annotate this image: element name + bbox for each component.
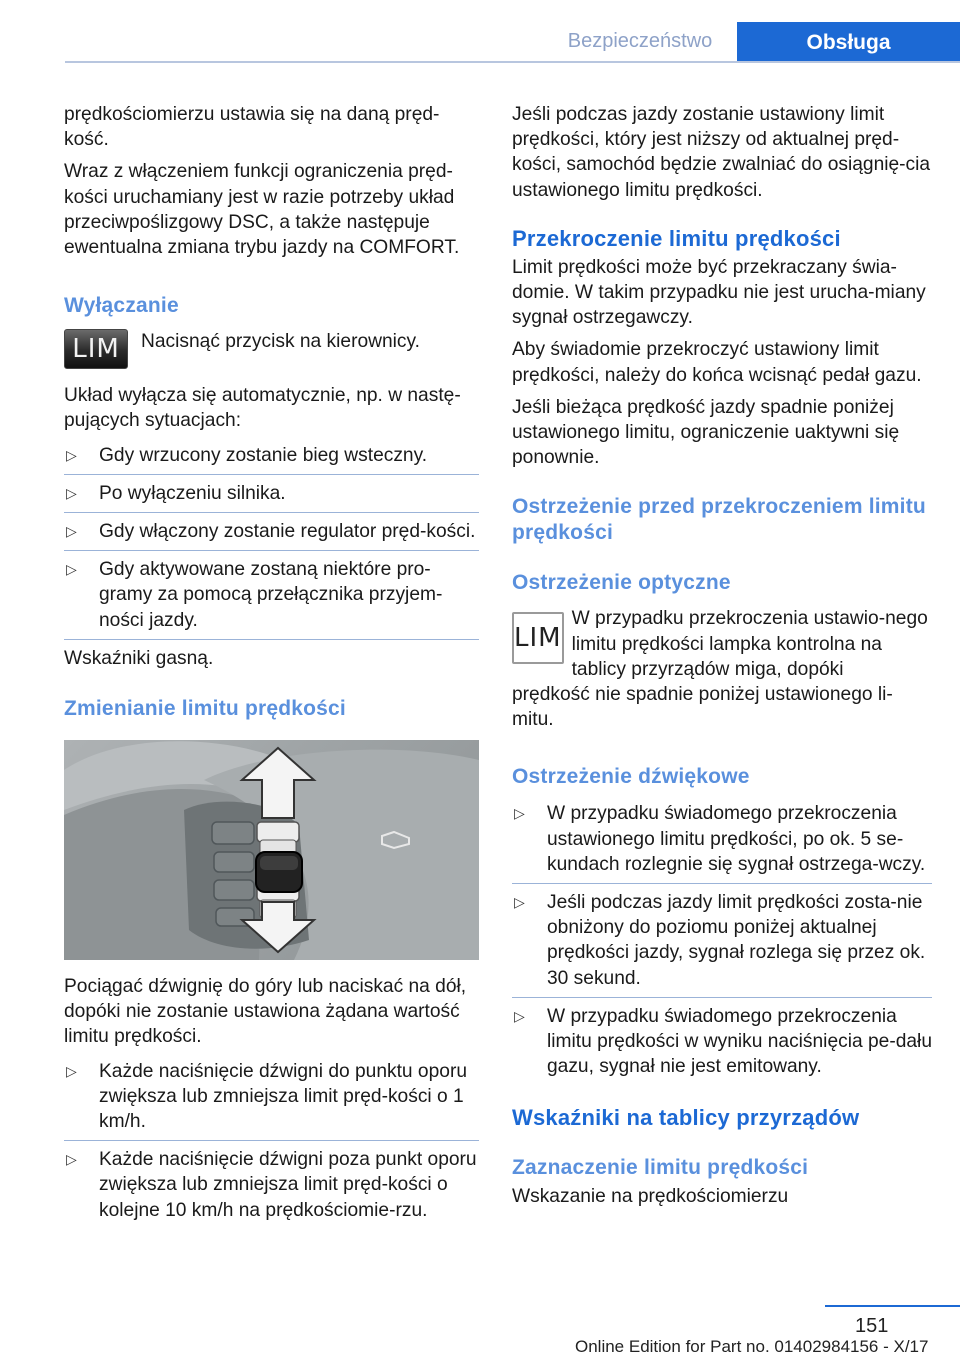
heading-instrument-indicators: Wskaźniki na tablicy przyrządów [512, 1105, 860, 1131]
heading-acoustic-warning: Ostrzeżenie dźwiękowe [512, 765, 750, 789]
list-item: ▷ W przypadku świadomego przekroczenia ustawionego limitu prędkości, po ok. 5 se‐kundach rozlegnie się sygnał ostrzega‐wczy. [514, 803, 926, 875]
heading-optical-warning: Ostrzeżenie optyczne [512, 571, 731, 595]
left-paragraph-2: Wraz z włączeniem funkcji ograniczenia pręd‐kości uruchamiany jest w razie potrzeby układ przeciwpoślizgowy DSC, a także następuje ewentualna zmiana trybu jazdy na COMFORT. [64, 161, 460, 259]
left-paragraph-5: Pociągać dźwignię do góry lub naciskać na dół, dopóki nie zostanie ustawiona żądana wartość limitu prędkości. [64, 976, 467, 1048]
list-item: ▷ Każde naciśnięcie dźwigni do punktu oporu zwiększa lub zmniejsza limit pręd‐kości o 1 km/h. [66, 1060, 468, 1133]
list-divider [64, 550, 479, 551]
acoustic-warning-list [512, 801, 932, 1079]
list-divider [64, 474, 479, 475]
right-paragraph-3: Aby świadomie przekroczyć ustawiony limit prędkości, należy do końca wcisnąć pedał gazu. [512, 339, 922, 386]
triangle-bullet-icon: ▷ [66, 484, 77, 501]
heading-exceed-limit: Przekroczenie limitu prędkości [512, 225, 841, 251]
page-number: 151 [855, 1315, 889, 1337]
list-divider [64, 1140, 479, 1141]
list-item: ▷ Po wyłączeniu silnika. [64, 481, 479, 506]
right-paragraph-4: Jeśli bieżąca prędkość jazdy spadnie poniżej ustawionego limitu, ograniczenie uaktywni się ponownie. [512, 396, 900, 469]
heading-change-limit: Zmienianie limitu prędkości [64, 697, 346, 721]
steering-wheel-lever-illustration [64, 740, 479, 960]
header-tab-operation: Obsługa [737, 22, 960, 63]
change-limit-list [64, 1059, 479, 1223]
left-paragraph-3: Układ wyłącza się automatycznie, np. w nastę‐pujących sytuacjach: [64, 385, 461, 432]
triangle-bullet-icon: ▷ [66, 446, 77, 463]
left-column [64, 102, 479, 1223]
switch-off-instruction [64, 329, 479, 369]
list-item: ▷ Gdy wrzucony zostanie bieg wsteczny. [64, 443, 479, 468]
list-item: ▷ Gdy aktywowane zostaną niektóre pro‐gramy za pomocą przełącznika przyjem‐ności jazdy. [66, 559, 443, 631]
list-item: ▷ Gdy włączony zostanie regulator pręd‐kości. [64, 519, 479, 544]
optical-warning-block [512, 606, 932, 682]
footer-edition: Online Edition for Part no. 01402984156 - X/17 [575, 1337, 929, 1356]
right-paragraph-5: Wskazanie na prędkościomierzu [512, 1186, 789, 1208]
lim-indicator-icon: LIM [512, 612, 564, 664]
triangle-bullet-icon: ▷ [514, 1007, 525, 1024]
switch-off-text: Nacisnąć przycisk na kierownicy. [141, 331, 421, 353]
list-divider [64, 639, 479, 640]
triangle-bullet-icon: ▷ [514, 805, 525, 822]
steering-wheel-lever-icon [64, 740, 479, 960]
list-divider [512, 997, 932, 998]
list-item: ▷ Jeśli podczas jazdy limit prędkości zosta‐nie obniżony do poziomu poniżej aktualnej prędkości jazdy, sygnał rozlega się przez ok. 30 sekund. [514, 892, 926, 989]
right-column [512, 102, 932, 1210]
triangle-bullet-icon: ▷ [514, 894, 525, 911]
left-paragraph-4: Wskaźniki gasną. [64, 647, 214, 669]
right-paragraph-2: Limit prędkości może być przekraczany świa‐domie. W takim przypadku nie jest urucha‐miany sygnał ostrzegawczy. [512, 256, 926, 329]
list-item: ▷ W przypadku świadomego przekroczenia limitu prędkości w wyniku naciśnięcia pe‐dału gazu, sygnał nie jest emitowany. [514, 1005, 932, 1078]
lim-button-icon: LIM [64, 329, 128, 369]
header-tab-safety: Bezpieczeństwo [567, 30, 713, 52]
triangle-bullet-icon: ▷ [66, 1151, 77, 1168]
list-divider [64, 512, 479, 513]
triangle-bullet-icon: ▷ [66, 1062, 77, 1079]
switch-off-list [64, 443, 479, 633]
heading-switch-off: Wyłączanie [64, 294, 179, 318]
header-rule [65, 61, 960, 63]
triangle-bullet-icon: ▷ [66, 561, 77, 578]
heading-overspeed-warning: Ostrzeżenie przed przekroczeniem limitu prędkości [512, 495, 926, 545]
list-divider [512, 883, 932, 884]
left-paragraph-1: prędkościomierzu ustawia się na daną pręd‐kość. [64, 104, 440, 151]
right-paragraph-1: Jeśli podczas jazdy zostanie ustawiony limit prędkości, który jest niższy od aktualnej pręd‐kości, samochód będzie zwalniać do osiągnię‐cia ustawionego limitu prędkości. [512, 104, 931, 201]
footer-rule [825, 1305, 960, 1307]
heading-limit-marking: Zaznaczenie limitu prędkości [512, 1156, 809, 1180]
list-item: ▷ Każde naciśnięcie dźwigni poza punkt oporu zwiększa lub zmniejsza limit pręd‐kości o kolejne 10 km/h na prędkościomie‐rzu. [66, 1149, 477, 1221]
triangle-bullet-icon: ▷ [66, 523, 77, 540]
optical-warning-text-continued: prędkość nie spadnie poniżej ustawionego li‐mitu. [512, 684, 893, 731]
optical-warning-text: W przypadku przekroczenia ustawio‐nego limitu prędkości lampka kontrolna na tablicy przyrządów miga, dopóki [571, 608, 928, 680]
